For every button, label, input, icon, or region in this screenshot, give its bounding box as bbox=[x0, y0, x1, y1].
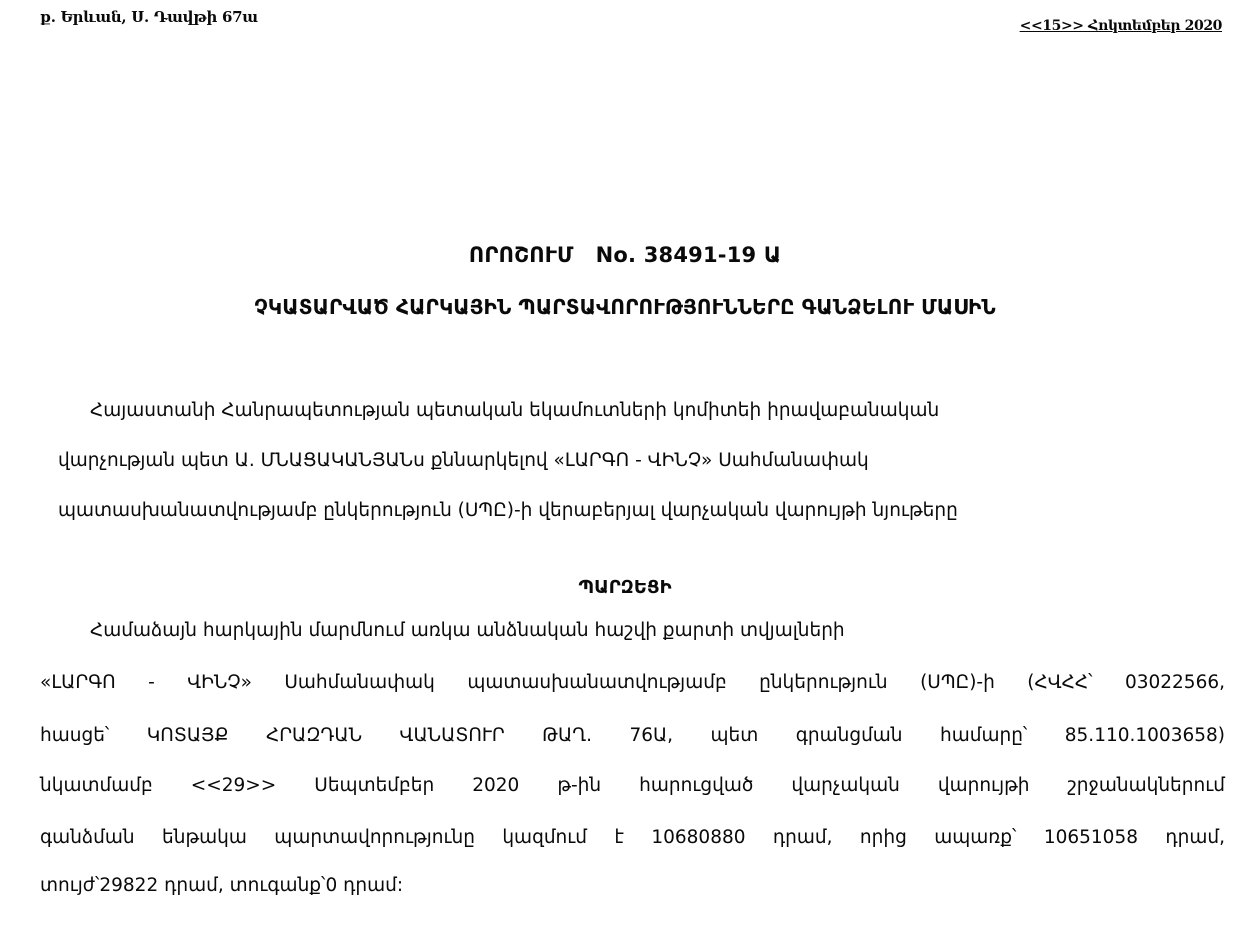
intro-line: Հայաստանի Հանրապետության պետական եկամուտների կոմիտեի իրավաբանական bbox=[90, 400, 940, 421]
header-address: ք. Երևան, Ս. Դավթի 67ա bbox=[40, 8, 258, 26]
intro-line: պատասխանատվությամբ ընկերություն (ՍՊԸ)-ի վերաբերյալ վարչական վարույթի նյութերը bbox=[58, 500, 958, 521]
body-line: հասցե՝ ԿՈՏԱՅՔ ՀՐԱԶԴԱՆ ՎԱՆԱՏՈՒՐ ԹԱՂ. 76Ա, պետ գրանցման համարը՝ 85.110.1003658) bbox=[40, 725, 1225, 746]
body-line: գանձման ենթակա պարտավորությունը կազմում է 10680880 դրամ, որից ապառք՝ 10651058 դրամ, bbox=[40, 827, 1225, 848]
intro-line: վարչության պետ Ա. ՄՆԱՑԱԿԱՆՅԱՆս քննարկելով «ԼԱՐԳՈ - ՎԻՆՉ» Սահմանափակ bbox=[58, 450, 869, 471]
title-word: ՈՐՈՇՈՒՄ bbox=[468, 243, 574, 267]
body-line: «ԼԱՐԳՈ - ՎԻՆՉ» Սահմանափակ պատասխանատվությամբ ընկերություն (ՍՊԸ)-ի (ՀՎՀՀ՝ 03022566, bbox=[40, 672, 1225, 693]
document-title bbox=[0, 243, 1250, 267]
body-line: տույժ՝29822 դրամ, տուգանք՝0 դրամ: bbox=[40, 875, 404, 896]
body-line: Համաձայն հարկային մարմնում առկա անձնական հաշվի քարտի տվյալների bbox=[90, 620, 845, 641]
title-number: No. 38491-19 Ա bbox=[595, 243, 782, 267]
document-subtitle: ՉԿԱՏԱՐՎԱԾ ՀԱՐԿԱՅԻՆ ՊԱՐՏԱՎՈՐՈՒԹՅՈՒՆՆԵՐԸ ԳԱՆՁԵԼՈՒ ՄԱՍԻՆ bbox=[254, 295, 996, 319]
body-line: նկատմամբ <<29>> Սեպտեմբեր 2020 թ-ին հարուցված վարչական վարույթի շրջանակներում bbox=[40, 775, 1225, 796]
header-date: <<15>> Հոկտեմբեր 2020 bbox=[1019, 18, 1222, 34]
decision-heading: ՊԱՐԶԵՑԻ bbox=[578, 577, 672, 598]
